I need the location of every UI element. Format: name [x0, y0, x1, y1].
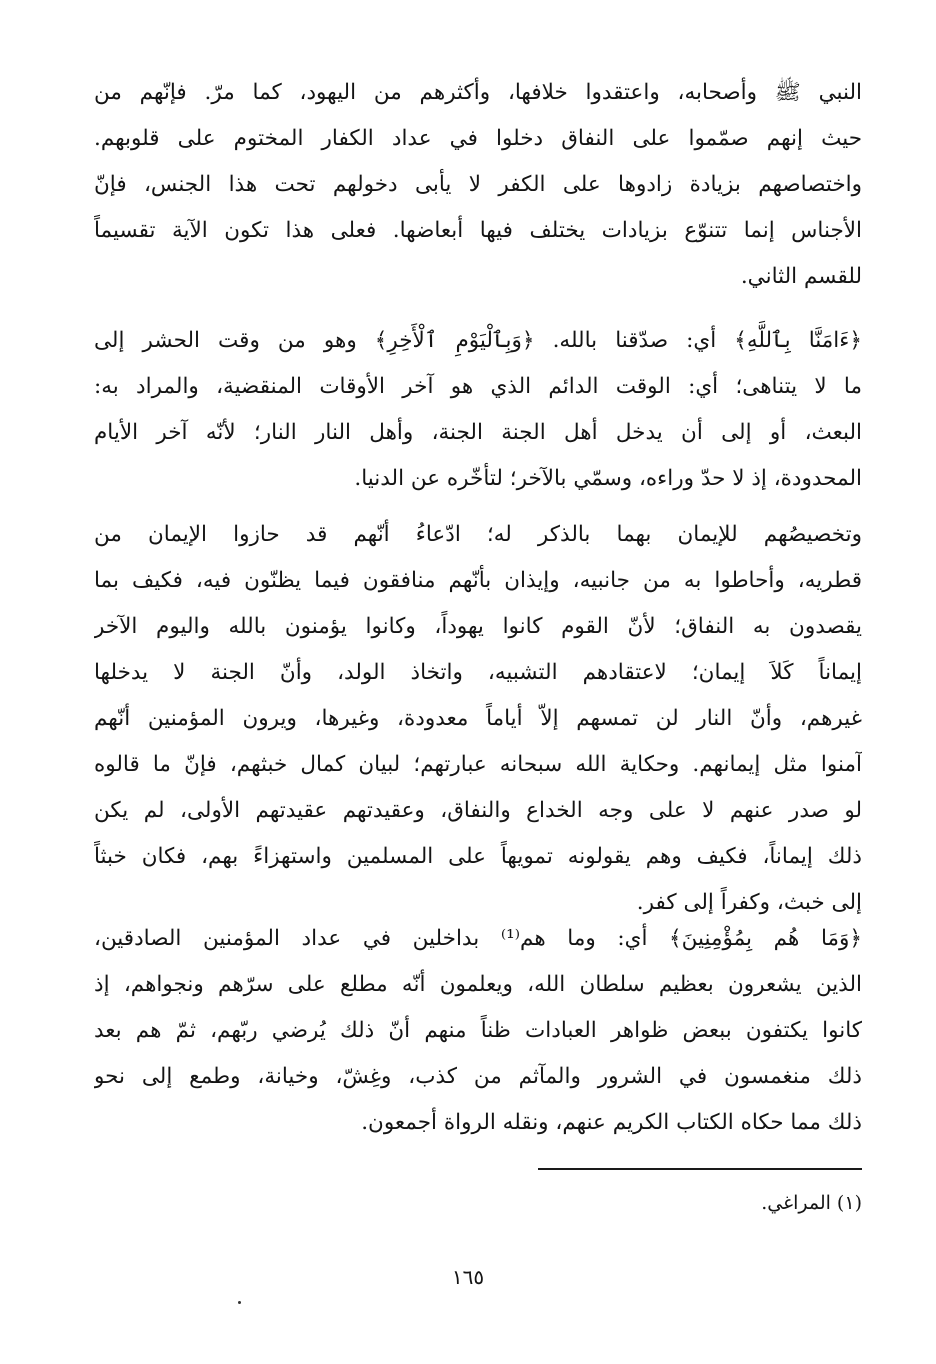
- scan-speck: [238, 1301, 241, 1304]
- text-line: ذلك إيماناً، فكيف وهم يقولونه تمويهاً على المسلمين واستهزاءً بهم، فكان خبثاً: [94, 844, 862, 869]
- text-line: كانوا يكتفون ببعض ظواهر العبادات ظناً منهم أنّ ذلك يُرضي ربّهم، ثمّ هم بعد: [94, 1018, 862, 1043]
- text-line: ذلك مما حكاه الكتاب الكريم عنهم، ونقله الرواة أجمعون.: [361, 1110, 862, 1135]
- page-number: ١٦٥: [451, 1265, 485, 1289]
- text-line: المحدودة، إذ لا حدّ وراءه، وسمّي بالآخر؛ لتأخّره عن الدنيا.: [354, 466, 862, 491]
- text-line: البعث، أو إلى أن يدخل أهل الجنة الجنة، وأهل النار النار؛ لأنّه آخر الأيام: [94, 420, 862, 445]
- footnote: (١) المراغي.: [761, 1192, 862, 1214]
- paragraph-2: [94, 318, 862, 502]
- text-line: حيث إنهم صمّموا على النفاق دخلوا في عداد الكفار المختوم على قلوبهم.: [94, 126, 862, 151]
- paragraph-3: [94, 512, 862, 926]
- text-line: غيرهم، وأنّ النار لن تمسهم إلاّ أياماً معدودة، وغيرها، ويرون المؤمنين أنّهم: [94, 706, 862, 731]
- text-line: ﴿وَمَا هُم بِمُؤْمِنِينَ﴾ أي: وما هم⁽¹⁾ بداخلين في عداد المؤمنين الصادقين،: [94, 926, 862, 951]
- text-line: ما لا يتناهى؛ أي: الوقت الدائم الذي هو آخر الأوقات المنقضية، والمراد به:: [94, 374, 862, 399]
- footnote-divider: [538, 1168, 862, 1170]
- paragraph-4: [94, 916, 862, 1146]
- text-line: ذلك منغمسون في الشرور والمآثم من كذب، وغِشّ، وخيانة، وطمع إلى نحو: [94, 1064, 862, 1089]
- paragraph-1: [94, 70, 862, 300]
- text-line: إيماناً كَلاَ إيمان؛ لاعتقادهم التشبيه، واتخاذ الولد، وأنّ الجنة لا يدخلها: [94, 660, 862, 685]
- text-line: قطريه، وأحاطوا به من جانبيه، وإيذان بأنّهم منافقون فيما يظنّون فيه، فكيف بما: [94, 568, 862, 593]
- text-line: لو صدر عنهم لا على وجه الخداع والنفاق، وعقيدتهم عقيدتهم الأولى، لم يكن: [94, 798, 862, 823]
- text-line: ﴿ءَامَنَّا بِٱللَّهِ﴾ أي: صدّقنا بالله. ﴿وَبِٱلْيَوْمِ ٱلْأَخِرِ﴾ وهو من وقت الحشر إلى: [94, 328, 862, 353]
- text-line: الذين يشعرون بعظيم سلطان الله، ويعلمون أنّه مطلع على سرّهم ونجواهم، إذ: [94, 972, 862, 997]
- text-line: النبي ﷺ وأصحابه، واعتقدوا خلافها، وأكثرهم من اليهود، كما مرّ. فإنّهم من: [94, 80, 862, 105]
- text-line: يقصدون به النفاق؛ لأنّ القوم كانوا يهوداً، وكانوا يؤمنون بالله واليوم الآخر: [94, 614, 862, 639]
- text-line: وتخصيصُهم للإيمان بهما بالذكر له؛ ادّعاءُ أنّهم قد حازوا الإيمان من: [94, 522, 862, 547]
- text-line: إلى خبث، وكفراً إلى كفر.: [636, 890, 862, 915]
- text-line: للقسم الثاني.: [740, 264, 862, 289]
- text-line: آمنوا مثل إيمانهم. وحكاية الله سبحانه عبارتهم؛ لبيان كمال خبثهم، فإنّ ما قالوه: [94, 752, 862, 777]
- text-line: الأجناس إنما تتنوّع بزيادات يختلف فيها أبعاضها. فعلى هذا تكون الآية تقسيماً: [94, 218, 862, 243]
- text-line: واختصاصهم بزيادة زادوها على الكفر لا يأبى دخولهم تحت هذا الجنس، فإنّ: [94, 172, 862, 197]
